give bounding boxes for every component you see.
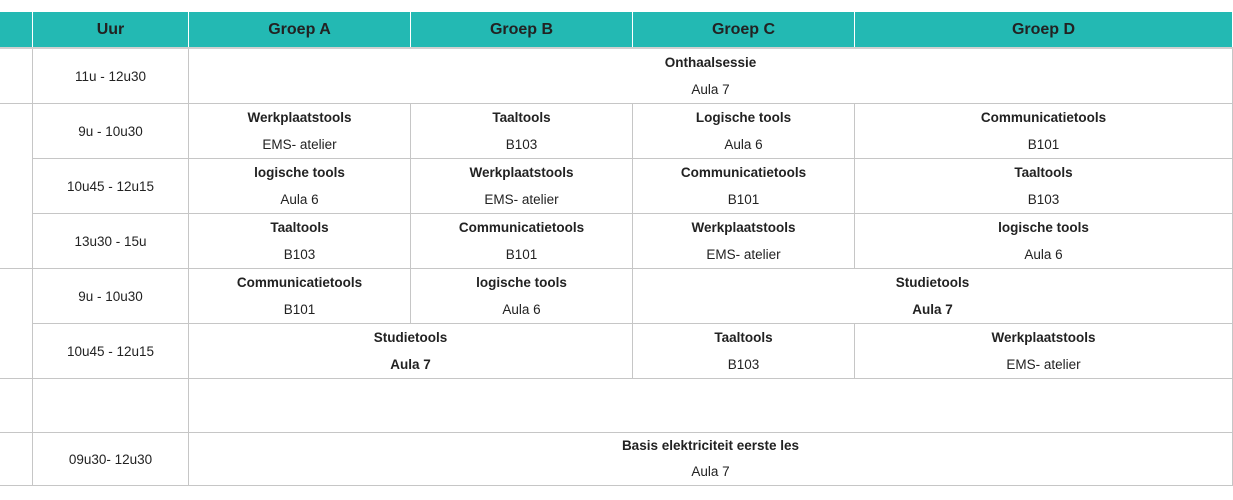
day-cell: [0, 269, 33, 379]
session-room: EMS- atelier: [706, 247, 781, 262]
session-cell: [411, 159, 633, 214]
session-title: Communicatietools: [236, 275, 363, 290]
session-title: Werkplaatstools: [991, 330, 1096, 345]
session-room: B101: [1027, 137, 1060, 152]
table-row: [0, 379, 1233, 433]
session-title: Werkplaatstools: [691, 220, 796, 235]
session-title: Werkplaatstools: [247, 110, 352, 125]
session-title: Taaltools: [270, 220, 329, 235]
session-title: Taaltools: [492, 110, 551, 125]
table-row: [0, 269, 1233, 324]
session-room: Aula 7: [691, 464, 730, 479]
session-room: B101: [283, 302, 316, 317]
session-room: Aula 6: [502, 302, 541, 317]
session-room: Aula 7: [912, 302, 953, 317]
session-cell: [411, 104, 633, 159]
table-row: [0, 433, 1233, 486]
session-room: Aula 7: [691, 82, 730, 97]
session-title: Communicatietools: [680, 165, 807, 180]
session-cell: [855, 159, 1233, 214]
session-cell: [411, 269, 633, 324]
time-cell: 9u - 10u30: [33, 269, 189, 324]
session-cell: [633, 324, 855, 379]
header-group-b: Groep B: [411, 12, 633, 49]
time-cell: 10u45 - 12u15: [33, 159, 189, 214]
header-hour: Uur: [33, 12, 189, 49]
session-cell: [633, 104, 855, 159]
session-room: B103: [505, 137, 538, 152]
session-room: B103: [283, 247, 316, 262]
session-cell: [189, 48, 1233, 104]
session-title: logische tools: [998, 220, 1089, 235]
session-room: B103: [727, 357, 760, 372]
session-room: EMS- atelier: [484, 192, 559, 207]
day-cell: [0, 433, 33, 486]
session-title: Studietools: [895, 275, 970, 290]
session-room: EMS- atelier: [1006, 357, 1081, 372]
session-cell: [633, 269, 1233, 324]
session-title: Onthaalsessie: [664, 55, 757, 70]
session-cell: [189, 159, 411, 214]
session-room: Aula 6: [1024, 247, 1063, 262]
header-row: [0, 12, 1233, 49]
session-title: Basis elektriciteit eerste les: [621, 438, 800, 453]
session-title: Logische tools: [695, 110, 792, 125]
session-cell: [189, 324, 633, 379]
table-row: [0, 159, 1233, 214]
day-cell: [0, 104, 33, 269]
session-title: Studietools: [373, 330, 448, 345]
session-cell: [189, 379, 1233, 433]
table-row: [0, 324, 1233, 379]
session-cell: [189, 214, 411, 269]
header-group-d: Groep D: [855, 12, 1233, 49]
header-day: [0, 12, 33, 49]
header-group-c: Groep C: [633, 12, 855, 49]
session-cell: [189, 104, 411, 159]
session-cell: [855, 324, 1233, 379]
session-cell: [633, 214, 855, 269]
session-cell: [633, 159, 855, 214]
table-row: [0, 214, 1233, 269]
session-title: logische tools: [254, 165, 345, 180]
header-group-a: Groep A: [189, 12, 411, 49]
session-title: Communicatietools: [980, 110, 1107, 125]
session-room: Aula 6: [280, 192, 319, 207]
time-cell: 11u - 12u30: [33, 48, 189, 104]
session-cell: [855, 104, 1233, 159]
session-title: logische tools: [476, 275, 567, 290]
time-cell: 9u - 10u30: [33, 104, 189, 159]
time-cell: 10u45 - 12u15: [33, 324, 189, 379]
time-cell: [33, 379, 189, 433]
session-room: B101: [727, 192, 760, 207]
session-room: B101: [505, 247, 538, 262]
schedule-table: [0, 11, 1233, 486]
session-room: Aula 6: [724, 137, 763, 152]
day-cell: [0, 379, 33, 433]
table-row: [0, 104, 1233, 159]
session-title: Communicatietools: [458, 220, 585, 235]
time-cell: 13u30 - 15u: [33, 214, 189, 269]
table-row: [0, 48, 1233, 104]
session-room: B103: [1027, 192, 1060, 207]
session-cell: [189, 269, 411, 324]
time-cell: 09u30- 12u30: [33, 433, 189, 486]
session-title: Taaltools: [714, 330, 773, 345]
session-room: Aula 7: [390, 357, 431, 372]
session-cell: [855, 214, 1233, 269]
session-room: EMS- atelier: [262, 137, 337, 152]
session-cell: [189, 433, 1233, 486]
session-title: Werkplaatstools: [469, 165, 574, 180]
session-title: Taaltools: [1014, 165, 1073, 180]
day-cell: [0, 48, 33, 104]
session-cell: [411, 214, 633, 269]
